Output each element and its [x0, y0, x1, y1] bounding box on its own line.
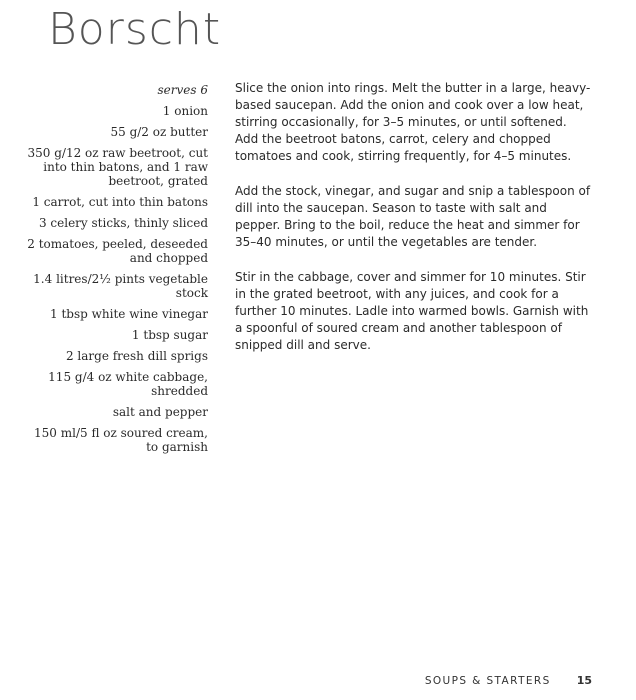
ingredient-item: 1 tbsp white wine vinegar — [50, 307, 208, 321]
ingredient-item: 2 large fresh dill sprigs — [65, 349, 208, 363]
ingredient-item: 1 onion — [162, 104, 208, 118]
ingredient-item: 3 celery sticks, thinly sliced — [38, 216, 208, 230]
section-name: SOUPS & STARTERS — [424, 675, 551, 687]
serves-label: serves 6 — [157, 83, 208, 97]
ingredient-item: 150 ml/5 fl oz soured cream, to garnish — [34, 426, 208, 454]
method-section — [235, 80, 591, 372]
page-footer — [425, 674, 592, 687]
ingredient-item: 1.4 litres/2½ pints vegetable stock — [33, 272, 208, 300]
ingredient-item: 350 g/12 oz raw beetroot, cut into thin batons, and 1 raw beetroot, grated — [27, 146, 208, 188]
method-step: Slice the onion into rings. Melt the butter in a large, heavy-based saucepan. Add the onion and cook over a low heat, stirring occasionally, for 3–5 minutes, or until softened. Add the beetroot batons, carrot, celery and chopped tomatoes and cook, stirring frequently, for 4–5 minutes. — [235, 81, 591, 163]
ingredient-item: 2 tomatoes, peeled, deseeded and chopped — [27, 237, 208, 265]
method-step: Stir in the cabbage, cover and simmer for 10 minutes. Stir in the grated beetroot, with any juices, and cook for a further 10 minutes. Ladle into warmed bowls. Garnish with a spoonful of soured cream and another tablespoon of snipped dill and serve. — [235, 270, 589, 352]
page-number: 15 — [576, 674, 592, 687]
method-step: Add the stock, vinegar, and sugar and snip a tablespoon of dill into the saucepan. Season to taste with salt and pepper. Bring to the boil, reduce the heat and simmer for 35–40 minutes, or until the vegetables are tender. — [235, 184, 591, 249]
recipe-title: Borscht — [48, 4, 222, 55]
ingredient-item: 1 carrot, cut into thin batons — [32, 195, 208, 209]
ingredient-item: salt and pepper — [112, 405, 208, 419]
ingredient-item: 55 g/2 oz butter — [110, 125, 208, 139]
ingredients-list — [20, 83, 208, 461]
ingredient-item: 115 g/4 oz white cabbage, shredded — [48, 370, 208, 398]
ingredient-item: 1 tbsp sugar — [131, 328, 208, 342]
